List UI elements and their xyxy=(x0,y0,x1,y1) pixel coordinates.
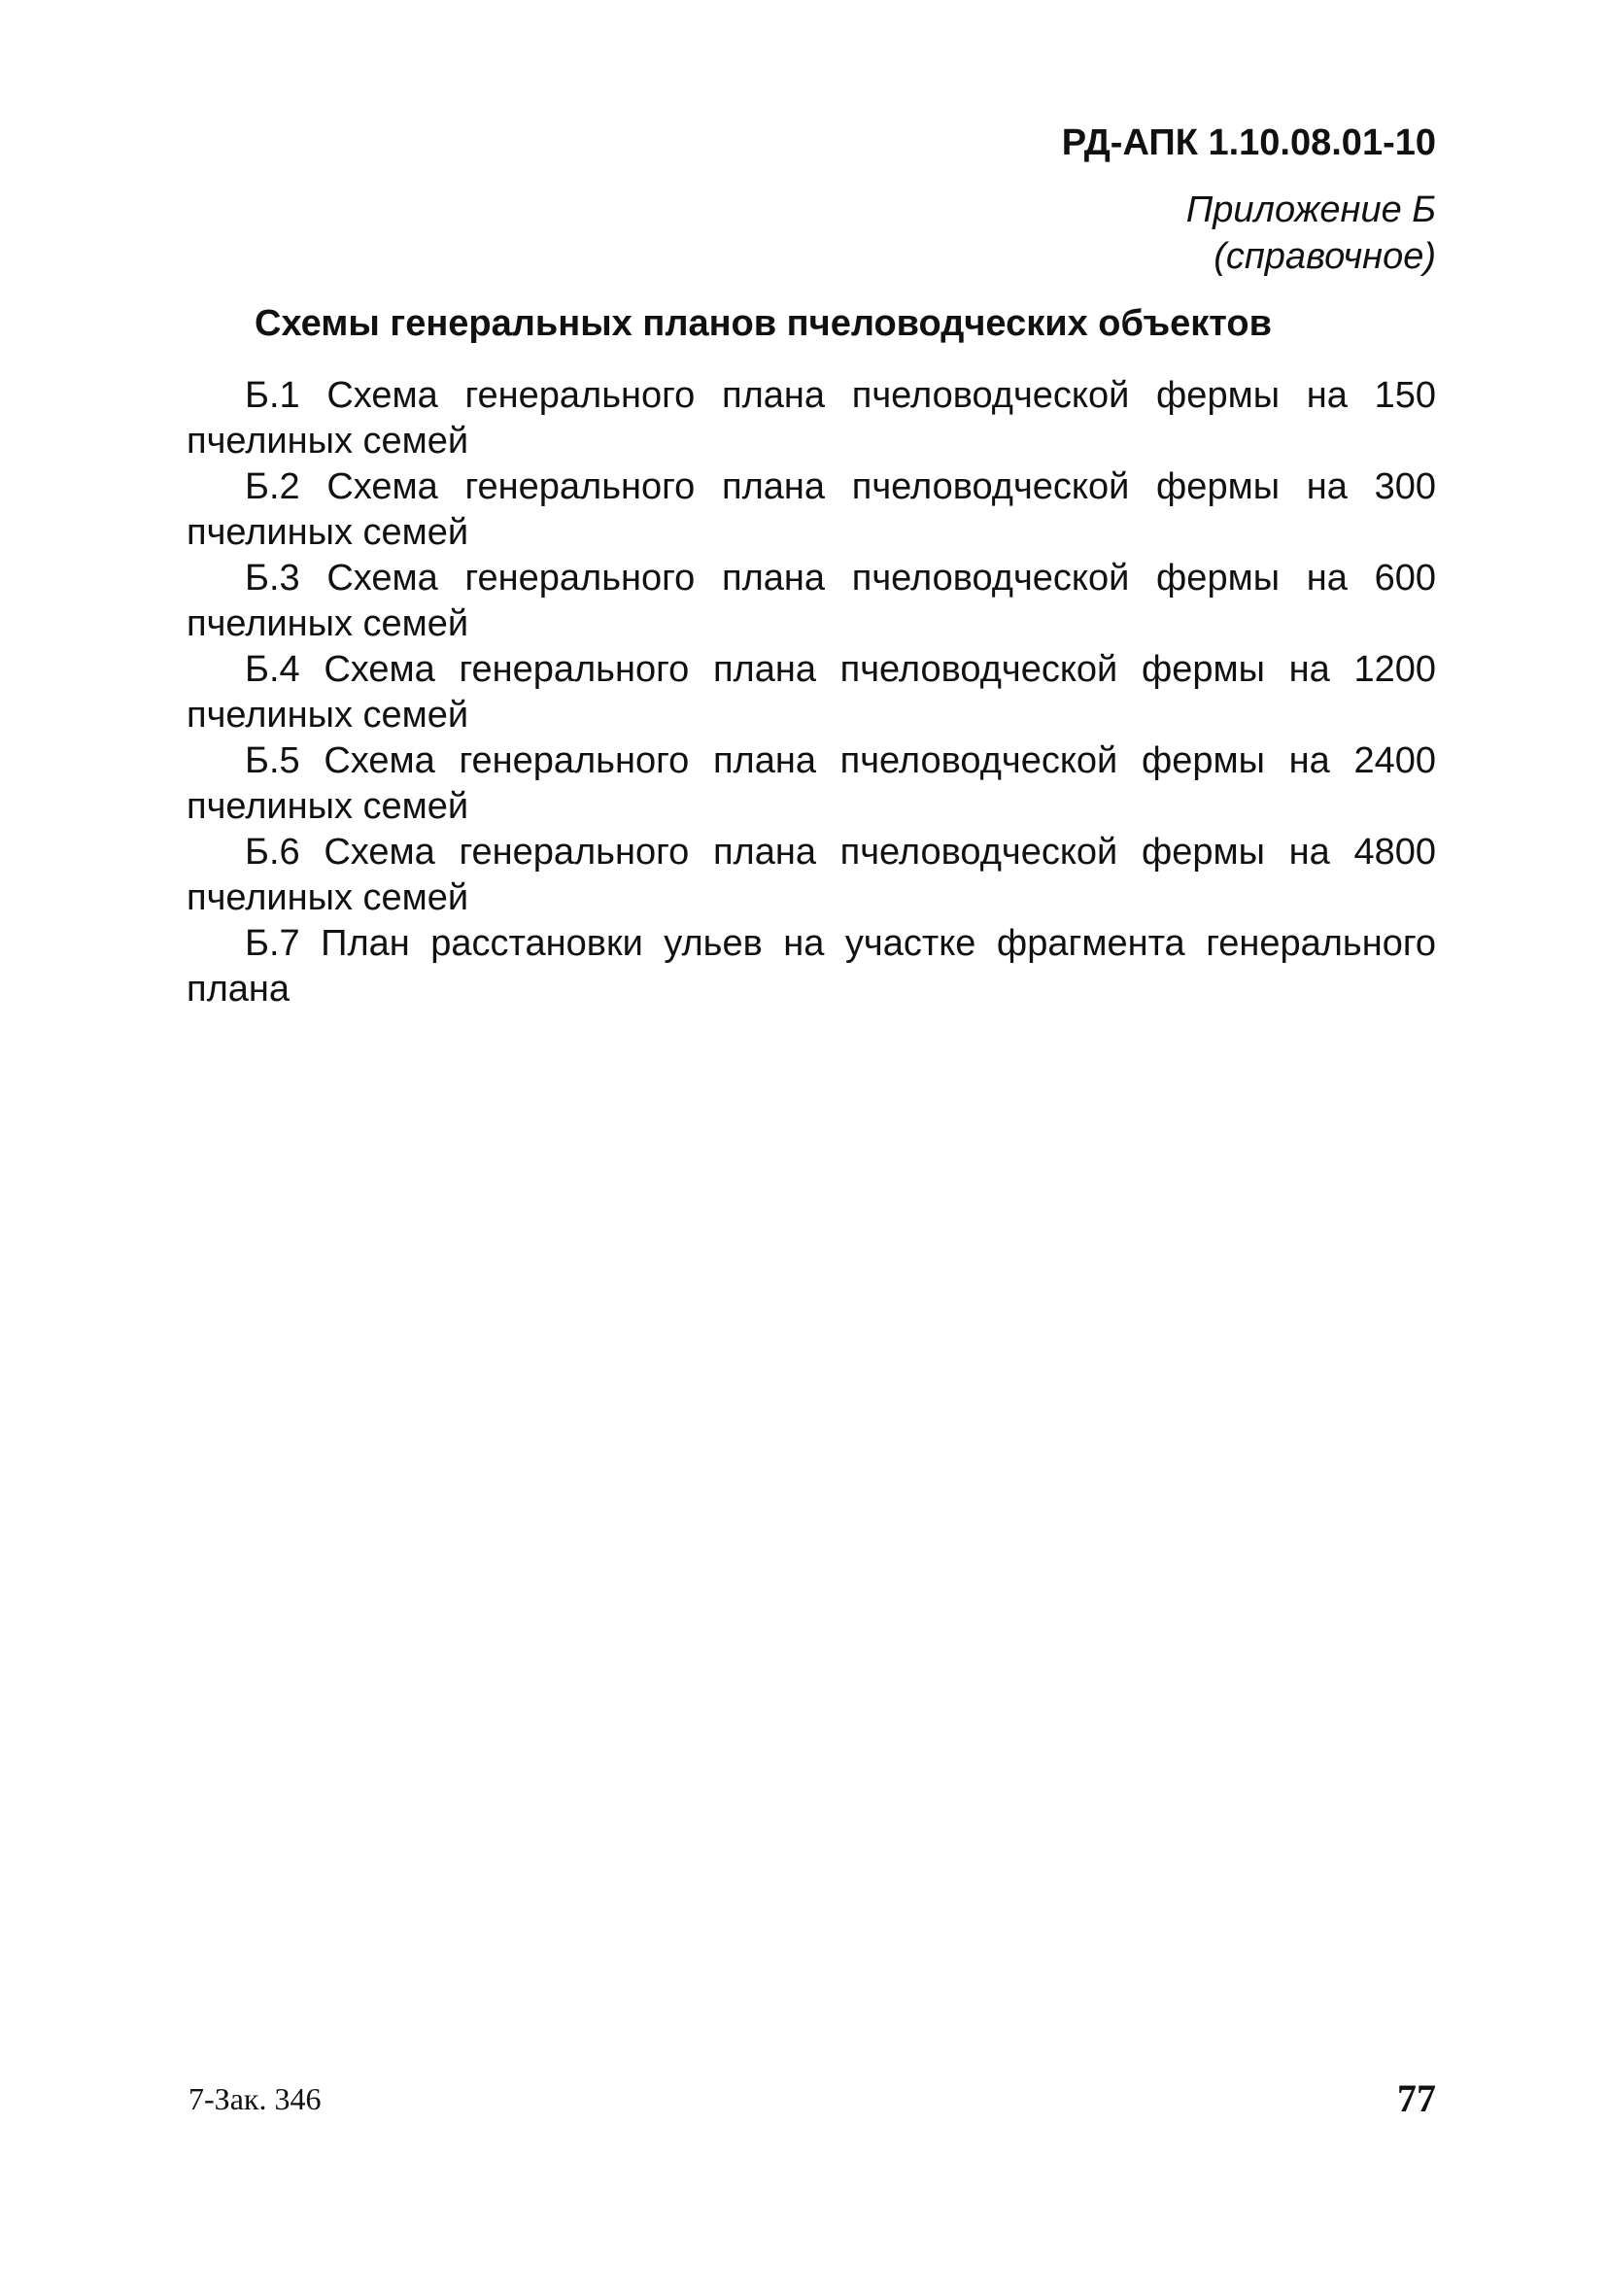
appendix-item-b6: Б.6 Схема генерального плана пчеловодческой фермы на 4800 пчелиных семей xyxy=(187,832,1436,918)
appendix-item-b3: Б.3 Схема генерального плана пчеловодческой фермы на 600 пчелиных семей xyxy=(187,558,1436,644)
appendix-item-b2: Б.2 Схема генерального плана пчеловодческой фермы на 300 пчелиных семей xyxy=(187,466,1436,553)
appendix-item-b7: Б.7 План расстановки ульев на участке фрагмента генерального плана xyxy=(187,923,1436,1010)
appendix-item-list xyxy=(187,373,1436,1012)
appendix-item-b4: Б.4 Схема генерального плана пчеловодческой фермы на 1200 пчелиных семей xyxy=(187,649,1436,736)
page-number: 77 xyxy=(1397,2076,1436,2120)
appendix-item-b1: Б.1 Схема генерального плана пчеловодческой фермы на 150 пчелиных семей xyxy=(187,375,1436,462)
appendix-item-b5: Б.5 Схема генерального плана пчеловодческой фермы на 2400 пчелиных семей xyxy=(187,740,1436,827)
document-code: РД-АПК 1.10.08.01-10 xyxy=(1061,122,1436,163)
appendix-label xyxy=(1186,187,1436,280)
section-title: Схемы генеральных планов пчеловодческих объектов xyxy=(255,303,1272,344)
footer-order-number: 7-Зак. 346 xyxy=(188,2081,322,2116)
appendix-title: Приложение Б xyxy=(1185,189,1436,230)
appendix-type: (справочное) xyxy=(1214,236,1436,277)
